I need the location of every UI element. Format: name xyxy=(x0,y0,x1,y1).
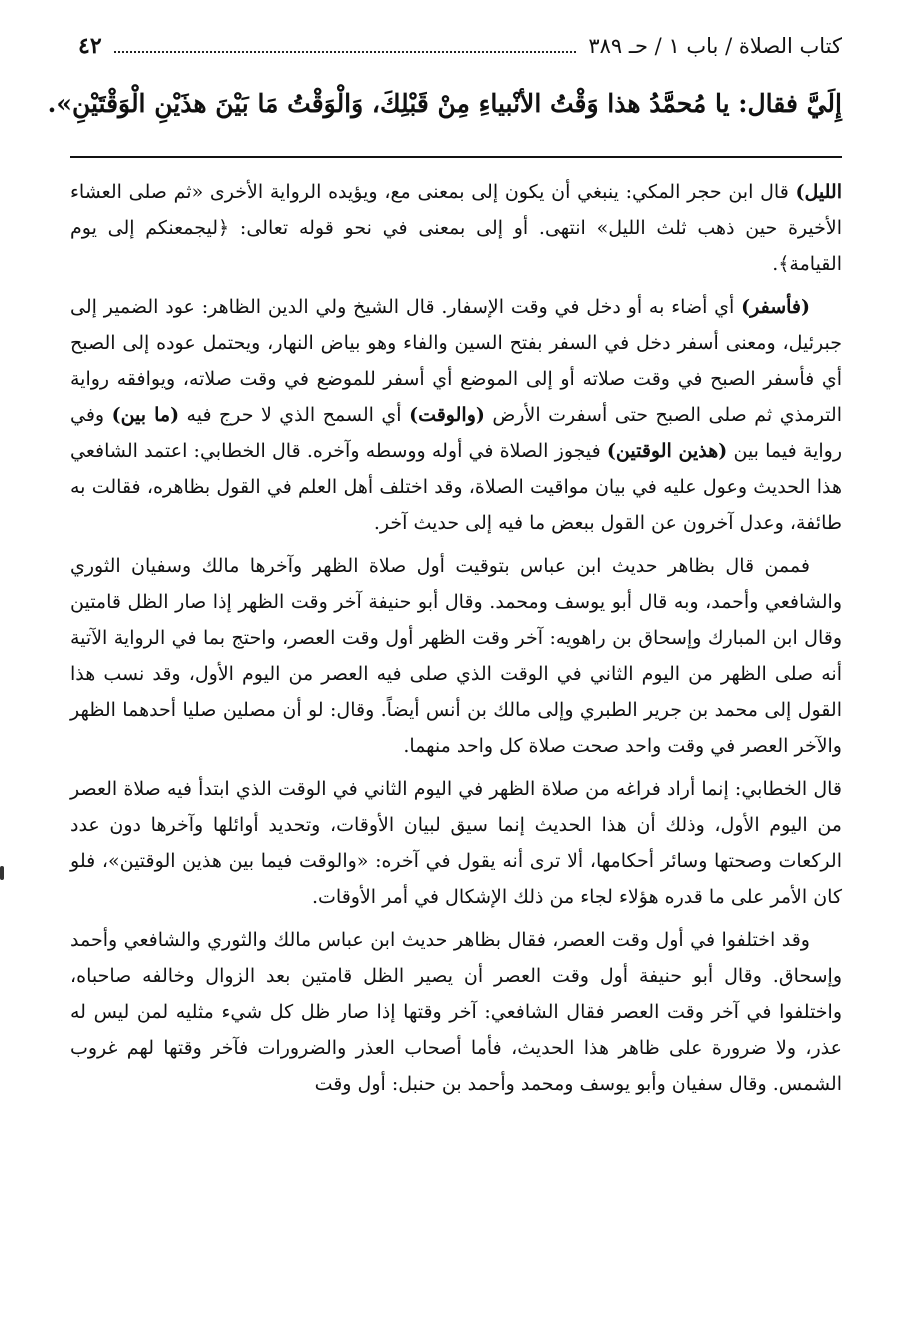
p2-text-2: أي السمح الذي لا حرج فيه xyxy=(179,404,410,426)
commentary-paragraph-3: فممن قال بظاهر حديث ابن عباس بتوقيت أول صلاة الظهر وآخرها مالك وسفيان الثوري والشافعي وأحمد، وبه قال أبو يوسف ومحمد. وقال أبو حنيفة آخر وقت الظهر إذا صار الظل قامتين وقال ابن المبارك وإسحاق بن راهويه: آخر وقت الظهر أول وقت العصر، واحتج بما في الرواية الآتية أنه صلى الظهر من اليوم الثاني في الوقت الذي صلى فيه العصر من اليوم الأول، وقد نسب هذا القول إلى محمد بن جرير الطبري وإلى مالك بن أنس أيضاً. وقال: لو أن مصلين صليا أحدهما الظهر والآخر العصر في وقت واحد صحت صلاة كل واحد منهما. xyxy=(70,555,842,757)
running-title: كتاب الصلاة / باب ١ / حـ ٣٨٩ xyxy=(588,34,842,58)
scan-edge-mark xyxy=(0,866,4,880)
keyword-hadhayn-al-waqtayn: (هذين الوقتين) xyxy=(606,440,728,462)
commentary xyxy=(70,174,842,1102)
commentary-paragraph-5: وقد اختلفوا في أول وقت العصر، فقال بظاهر حديث ابن عباس مالك والثوري والشافعي وأحمد وإسحاق. وقال أبو حنيفة أول وقت العصر أن يصير الظل قامتين بعد الزوال وخالفه صاحباه، واختلفوا في آخر وقت العصر فقال الشافعي: آخر وقتها إذا صار ظل كل شيء مثليه لمن ليس له عذر، ولا ضرورة على ظاهر هذا الحديث، فأما أصحاب العذر والضرورات فآخر وقتها لهم غروب الشمس. وقال سفيان وأبو يوسف ومحمد وأحمد بن حنبل: أول وقت xyxy=(70,929,842,1095)
header-dotted-leader xyxy=(114,50,577,53)
p1-text: قال ابن حجر المكي: ينبغي أن يكون إلى بمعنى مع، ويؤيده الرواية الأخرى «ثم صلى العشاء الأخيرة حين ذهب ثلث الليل» انتهى. أو إلى بمعنى في نحو قوله تعالى: ﴿ليجمعنكم إلى يوم القيامة﴾. xyxy=(70,181,842,275)
p2-text-3: وفي رواية فيما بين xyxy=(70,404,843,462)
page-number: ٤٢ xyxy=(78,33,102,59)
commentary-paragraph-1 xyxy=(70,174,842,282)
keyword-wal-waqt: (والوقت) xyxy=(409,404,485,426)
keyword-fa-asfar: (فأسفر) xyxy=(741,296,810,318)
p2-text-1: أي أضاء به أو دخل في وقت الإسفار. قال الشيخ ولي الدين الظاهر: عود الضمير إلى جبرئيل، ومعنى أسفر دخل في السفر بفتح السين والفاء وهو بياض النهار، ويحتمل عوده إلى الصبح أي فأسفر الصبح في وقت صلاته أو إلى الموضع أي أسفر للموضع في وقت صلاته، ويوافقه رواية الترمذي ثم صلى الصبح حتى أسفرت الأرض xyxy=(70,296,842,426)
p2-text-4: فيجوز الصلاة في أوله ووسطه وآخره. قال الخطابي: اعتمد الشافعي هذا الحديث وعول عليه في بيان مواقيت الصلاة، وقد اختلف أهل العلم في القول بظاهره، فقالت به طائفة، وعدل آخرون عن القول ببعض ما فيه إلى حديث آخر. xyxy=(70,440,842,534)
keyword-ma-bayna: (ما بين) xyxy=(111,404,180,426)
page-header xyxy=(70,28,842,64)
keyword-al-layl: الليل) xyxy=(795,181,842,203)
commentary-paragraph-2 xyxy=(70,289,842,541)
hadith-text: إِلَيَّ فقال: يا مُحمَّدُ هذا وَقْتُ الأنْبياءِ مِنْ قَبْلِكَ، وَالْوَقْتُ مَا بَيْنَ هذَيْنِ الْوَقْتَيْنِ». xyxy=(47,89,842,118)
commentary-paragraph-4: قال الخطابي: إنما أراد فراغه من صلاة الظهر في اليوم الثاني في الوقت الذي ابتدأ فيه صلاة العصر من اليوم الأول، وذلك أن هذا الحديث إنما سيق لبيان الأوقات، وتحديد أوائلها وآخرها دون عدد الركعات وصحتها وسائر أحكامها، ألا ترى أنه يقول في آخره: «والوقت فيما بين هذين الوقتين»، فلو كان الأمر على ما قدره هؤلاء لجاء من ذلك الإشكال في أمر الأوقات. xyxy=(70,778,842,908)
separator-rule xyxy=(70,156,842,158)
book-page xyxy=(47,28,843,1109)
